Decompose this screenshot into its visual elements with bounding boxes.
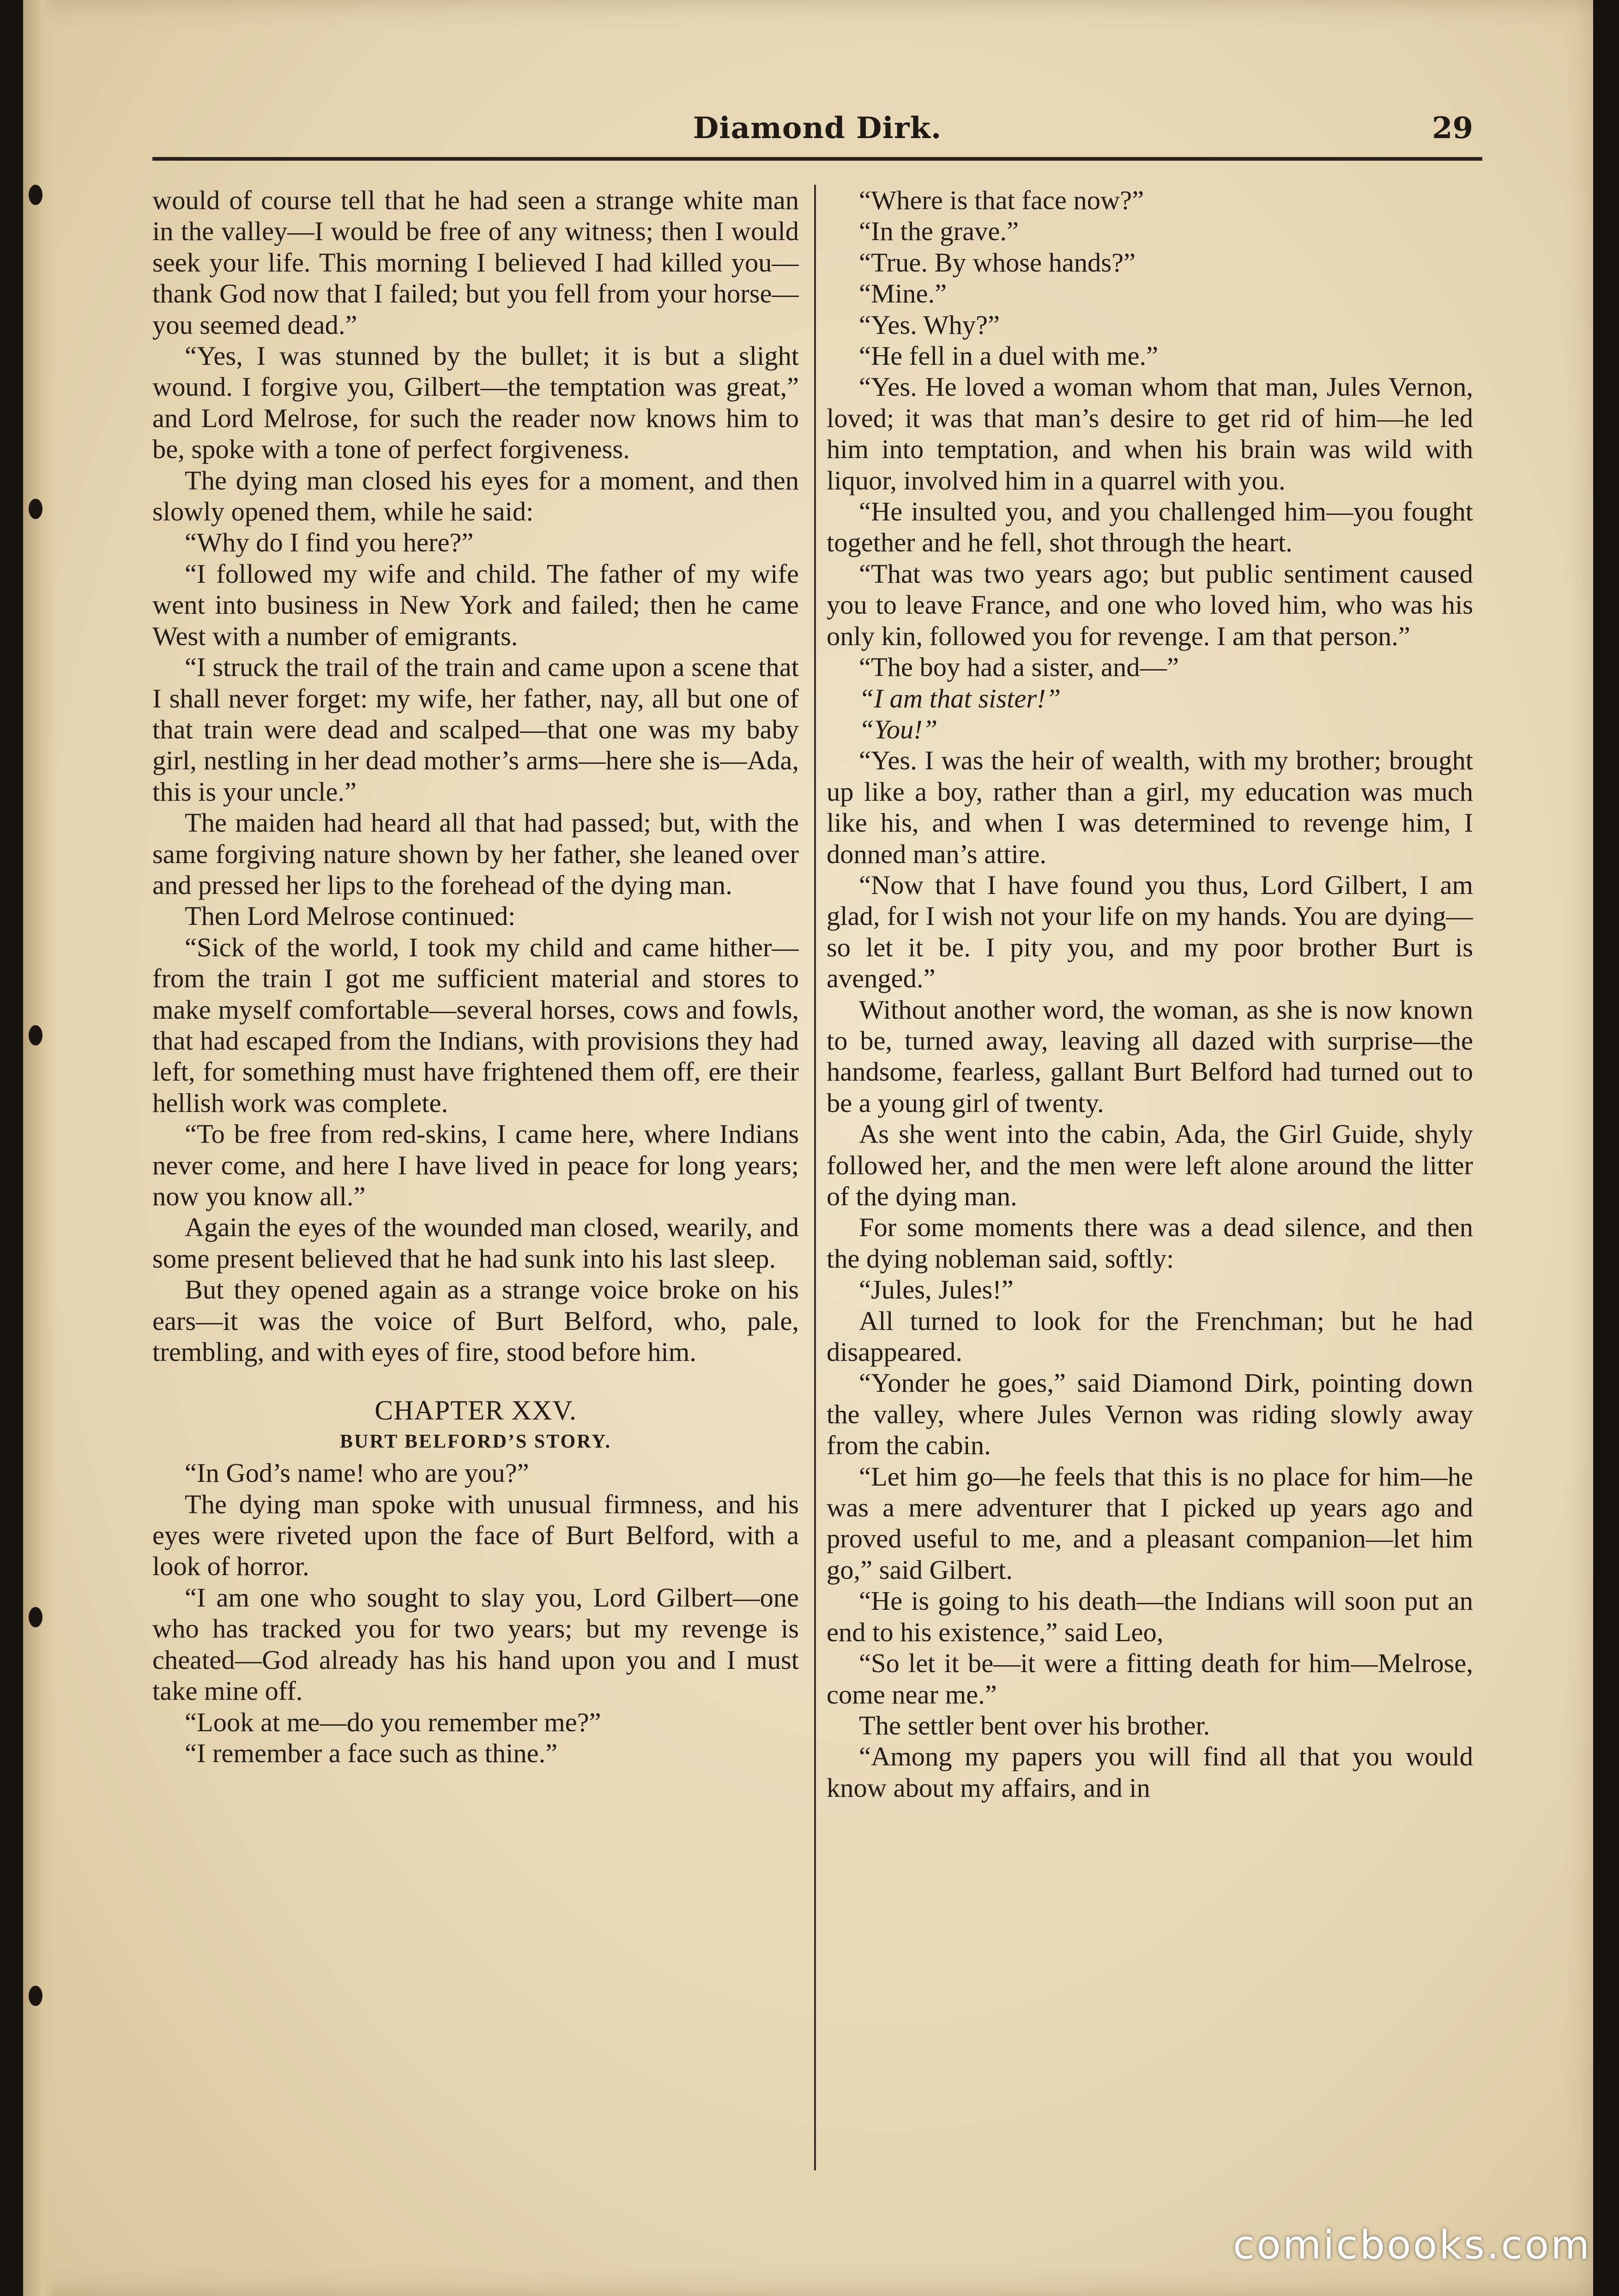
binding-hole [29, 1025, 42, 1045]
paragraph: The dying man closed his eyes for a moment, and then slowly opened them, while he said: [152, 465, 799, 527]
paragraph: “Yonder he goes,” said Diamond Dirk, pointing down the valley, where Jules Vernon was riding slowly away from the cabin. [827, 1368, 1473, 1461]
paragraph: “So let it be—it were a fitting death for him—Melrose, come near me.” [827, 1648, 1473, 1710]
paragraph: For some moments there was a dead silence, and then the dying nobleman said, softly: [827, 1212, 1473, 1274]
binding-hole [29, 1986, 42, 2006]
paragraph: “He fell in a duel with me.” [859, 341, 1159, 371]
column-rule [814, 185, 816, 2170]
paragraph: “Now that I have found you thus, Lord Gilbert, I am glad, for I wish not your life on my hands. You are dying—so let it be. I pity you, and my poor brother Burt is avenged.” [827, 870, 1473, 994]
paragraph: “Sick of the world, I took my child and came hither—from the train I got me sufficient material and stores to make myself comfortable—several horses, cows and fowls, that had escaped from the Indians, with provisions they had left, for something must have frightened them off, ere their hellish work was complete. [152, 932, 799, 1118]
binding-hole [29, 499, 42, 519]
paragraph: “Where is that face now?” [859, 185, 1144, 215]
right-column [827, 185, 1473, 2207]
paragraph: would of course tell that he had seen a strange white man in the valley—I would be free of any witness; then I would seek your life. This morning I believed I had killed you—thank God now that I failed; but you fell from your horse—you seemed dead.” [152, 185, 799, 340]
paragraph: “Look at me—do you remember me?” [185, 1707, 601, 1737]
paragraph: “I am one who sought to slay you, Lord Gilbert—one who has tracked you for two years; but my revenge is cheated—God already has his hand upon you and I must take mine off. [152, 1582, 799, 1706]
paragraph-italic: “You!” [859, 714, 938, 744]
paragraph: The settler bent over his brother. [859, 1710, 1210, 1740]
paragraph: “Yes. He loved a woman whom that man, Jules Vernon, loved; it was that man’s desire to get rid of him—he led him into temptation, and when his brain was wild with liquor, involved him in a quarrel with you. [827, 372, 1473, 495]
paragraph: “Yes. Why?” [859, 309, 1000, 340]
binding-hole [29, 185, 42, 205]
binding-hole [29, 1607, 42, 1627]
site-watermark: comicbooks.com [1232, 2222, 1591, 2268]
paragraph: “To be free from red-skins, I came here, where Indians never come, and here I have lived in peace for long years; now you know all.” [152, 1119, 799, 1211]
header-rule [152, 157, 1482, 161]
left-column [152, 185, 799, 2207]
paragraph-italic: “I am that sister!” [859, 683, 1061, 713]
running-head [152, 111, 1482, 162]
paragraph: Again the eyes of the wounded man closed, wearily, and some present believed that he had sunk into his last sleep. [152, 1212, 799, 1274]
paragraph: “I remember a face such as thine.” [185, 1738, 558, 1768]
paragraph: “In the grave.” [859, 216, 1019, 247]
paragraph: “Among my papers you will find all that you would know about my affairs, and in [827, 1741, 1473, 1803]
paragraph: Without another word, the woman, as she is now known to be, turned away, leaving all dazed with surprise—the handsome, fearless, gallant Burt Belford had turned out to be a young girl of twenty. [827, 994, 1473, 1118]
paragraph: “Yes. I was the heir of wealth, with my brother; brought up like a boy, rather than a girl, my education was much like his, and when I was determined to revenge him, I donned man’s attire. [827, 745, 1473, 869]
chapter-title: CHAPTER XXV. [375, 1395, 577, 1426]
paragraph: “I struck the trail of the train and came upon a scene that I shall never forget: my wife, her father, nay, all but one of that train were dead and scalped—that one was my baby girl, nestling in her dead mother’s arms—here she is—Ada, this is your uncle.” [152, 652, 799, 807]
paragraph: “Yes, I was stunned by the bullet; it is but a slight wound. I forgive you, Gilbert—the temptation was great,” and Lord Melrose, for such the reader now knows him to be, spoke with a tone of perfect forgiveness. [152, 341, 799, 465]
paragraph: Then Lord Melrose continued: [185, 901, 516, 931]
paragraph: All turned to look for the Frenchman; but he had disappeared. [827, 1305, 1473, 1367]
page-binding-edge [23, 0, 55, 2296]
paragraph: “He is going to his death—the Indians will soon put an end to his existence,” said Leo, [827, 1586, 1473, 1647]
running-head-title: Diamond Dirk. [693, 111, 942, 145]
paragraph: “True. By whose hands?” [859, 247, 1136, 278]
paragraph: “The boy had a sister, and—” [859, 652, 1179, 683]
paragraph: “I followed my wife and child. The father of my wife went into business in New York and failed; then he came West with a number of emigrants. [152, 558, 799, 651]
paragraph: As she went into the cabin, Ada, the Girl Guide, shyly followed her, and the men were left alone around the litter of the dying man. [827, 1119, 1473, 1211]
page-number: 29 [1432, 111, 1473, 145]
paragraph: The dying man spoke with unusual firmness, and his eyes were riveted upon the face of Burt Belford, with a look of horror. [152, 1489, 799, 1582]
paragraph: “Let him go—he feels that this is no place for him—he was a mere adventurer that I picked up years ago and proved useful to me, and a pleasant companion—let him go,” said Gilbert. [827, 1461, 1473, 1585]
paragraph: The maiden had heard all that had passed; but, with the same forgiving nature shown by her father, she leaned over and pressed her lips to the forehead of the dying man. [152, 808, 799, 900]
chapter-subtitle: BURT BELFORD’S STORY. [340, 1431, 611, 1452]
paragraph: “Why do I find you here?” [185, 527, 474, 558]
paragraph: “Jules, Jules!” [859, 1275, 1014, 1305]
paragraph: But they opened again as a strange voice broke on his ears—it was the voice of Burt Belford, who, pale, trembling, and with eyes of fire, stood before him. [152, 1275, 799, 1367]
paragraph: “That was two years ago; but public sentiment caused you to leave France, and one who loved him, who was his only kin, followed you for revenge. I am that person.” [827, 558, 1473, 651]
paragraph: “He insulted you, and you challenged him—you fought together and he fell, shot through the heart. [827, 496, 1473, 558]
paragraph: “In God’s name! who are you?” [185, 1458, 529, 1488]
paragraph: “Mine.” [859, 278, 947, 309]
